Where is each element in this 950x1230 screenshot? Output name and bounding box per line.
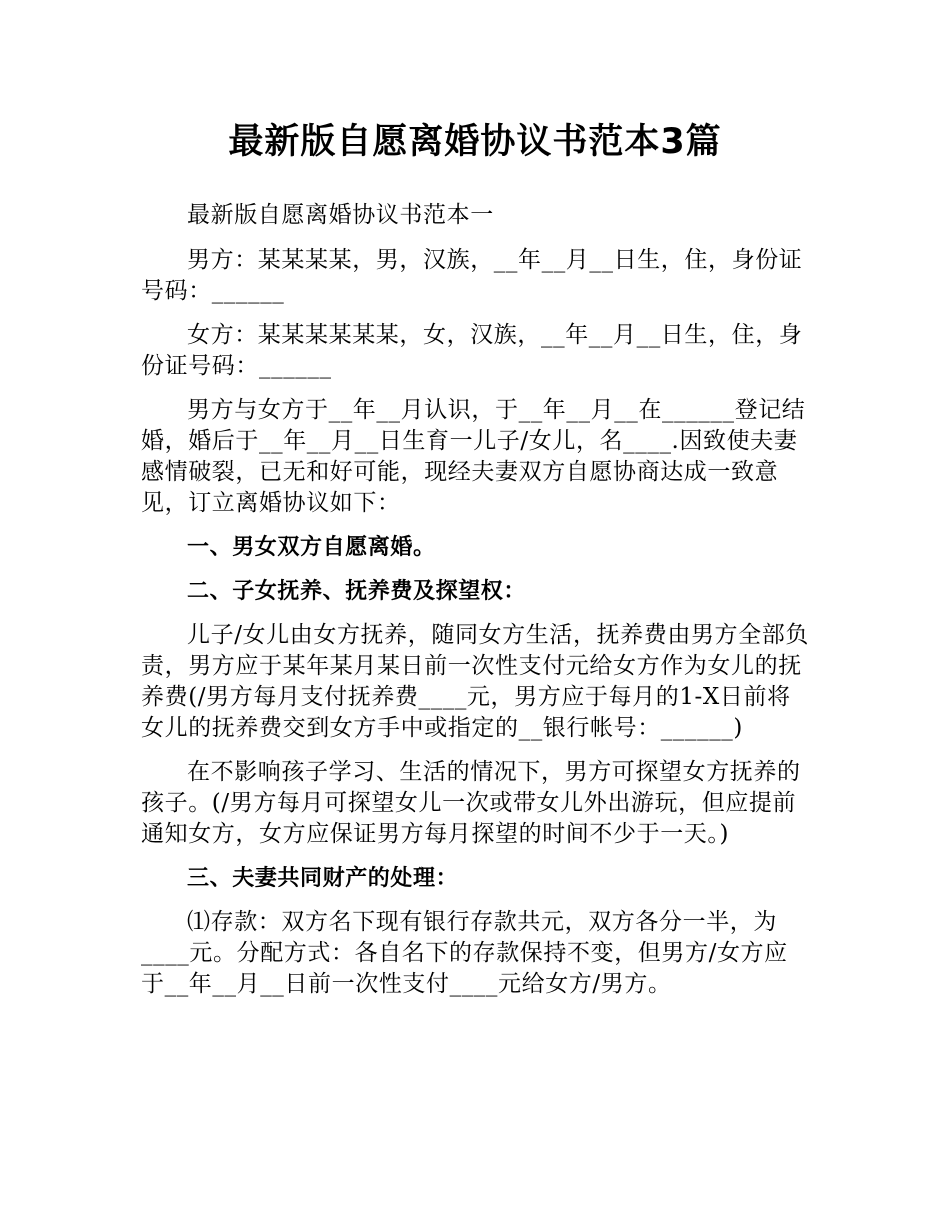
visitation-paragraph: 在不影响孩子学习、生活的情况下，男方可探望女方抚养的孩子。(/男方每月可探望女儿一次或带女儿外出游玩，但应提前通知女方，女方应保证男方每月探望的时间不少于一天。) <box>141 759 801 847</box>
section-2-heading: 二、子女抚养、抚养费及探望权： <box>187 579 527 604</box>
document-body <box>141 200 811 1013</box>
deposit-paragraph: ⑴存款：双方名下现有银行存款共元，双方各分一半，为____元。分配方式：各自名下的存款保持不变，但男方/女方应于__年__月__日前一次性支付____元给女方/男方。 <box>141 909 788 997</box>
intro-paragraph: 男方与女方于__年__月认识，于__年__月__在______登记结婚，婚后于__年__月__日生育一儿子/女儿，名____.因致使夫妻感情破裂，已无和好可能，现经夫妻双方自愿协商达成一致意见，订立离婚协议如下： <box>141 397 806 516</box>
subtitle: 最新版自愿离婚协议书范本一 <box>187 202 494 228</box>
section-3-heading: 三、夫妻共同财产的处理： <box>187 866 459 891</box>
document-title: 最新版自愿离婚协议书范本3篇 <box>228 122 722 162</box>
wife-info: 女方：某某某某某某，女，汉族，__年__月__日生，住，身份证号码：______ <box>141 322 803 379</box>
husband-info: 男方：某某某某，男，汉族，__年__月__日生，住，身份证号码：______ <box>141 247 803 304</box>
custody-paragraph: 儿子/女儿由女方抚养，随同女方生活，抚养费由男方全部负责，男方应于某年某月某日前一次性支付元给女方作为女儿的抚养费(/男方每月支付抚养费____元，男方应于每月的1-X日前将女儿的抚养费交到女方手中或指定的__银行帐号：______) <box>141 622 809 741</box>
section-1-heading: 一、男女双方自愿离婚。 <box>187 535 436 560</box>
